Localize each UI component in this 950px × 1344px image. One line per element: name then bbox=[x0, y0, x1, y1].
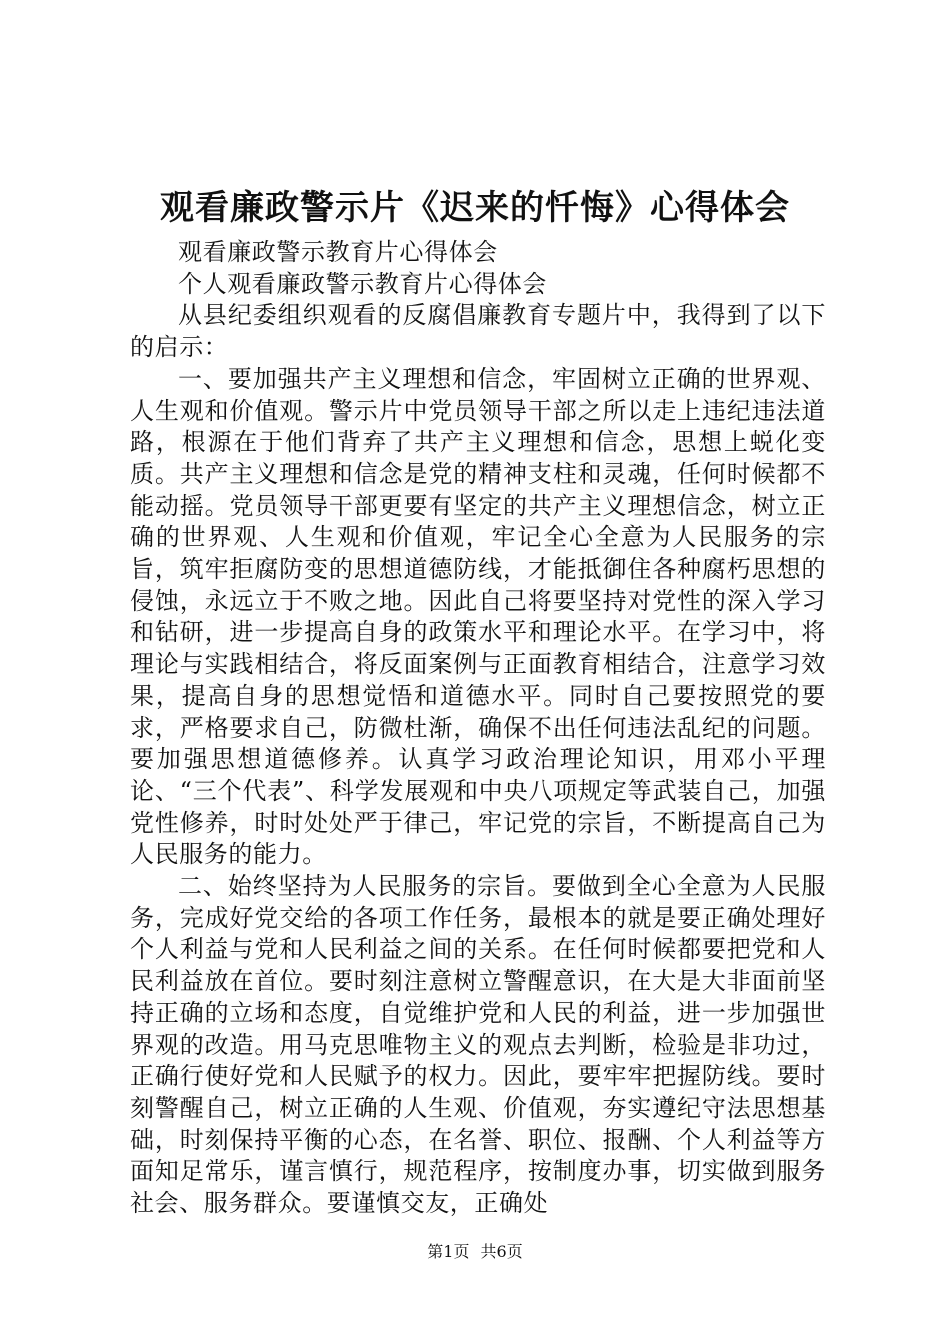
document-body bbox=[130, 237, 826, 1220]
paragraph-subtitle-2: 个人观看廉政警示教育片心得体会 bbox=[178, 269, 547, 298]
page-total: 共6页 bbox=[480, 1242, 523, 1261]
paragraph-intro: 从县纪委组织观看的反腐倡廉教育专题片中，我得到了以下的启示： bbox=[130, 301, 826, 362]
paragraph-point-1: 一、要加强共产主义理想和信念，牢固树立正确的世界观、人生观和价值观。警示片中党员领导干部之所以走上违纪违法道路，根源在于他们背弃了共产主义理想和信念，思想上蜕化变质。共产主义理想和信念是党的精神支柱和灵魂，任何时候都不能动摇。党员领导干部更要有坚定的共产主义理想信念，树立正确的世界观、人生观和价值观，牢记全心全意为人民服务的宗旨，筑牢拒腐防变的思想道德防线，才能抵御住各种腐朽思想的侵蚀，永远立于不败之地。因此自己将要坚持对党性的深入学习和钻研，进一步提高自身的政策水平和理论水平。在学习中，将理论与实践相结合，将反面案例与正面教育相结合，注意学习效果，提高自身的思想觉悟和道德水平。同时自己要按照党的要求，严格要求自己，防微杜渐，确保不出任何违法乱纪的问题。要加强思想道德修养。认真学习政治理论知识，用邓小平理论、“三个代表”、科学发展观和中央八项规定等武装自己，加强党性修养，时时处处严于律己，牢记党的宗旨，不断提高自己为人民服务的能力。 bbox=[130, 364, 826, 869]
page-number: 第1页 bbox=[427, 1242, 470, 1261]
page-footer bbox=[0, 1240, 950, 1264]
paragraph-subtitle-1: 观看廉政警示教育片心得体会 bbox=[178, 238, 498, 266]
paragraph-point-2: 二、始终坚持为人民服务的宗旨。要做到全心全意为人民服务，完成好党交给的各项工作任务，最根本的就是要正确处理好个人利益与党和人民利益之间的关系。在任何时候都要把党和人民利益放在首位。要时刻注意树立警醒意识，在大是大非面前坚持正确的立场和态度，自觉维护党和人民的利益，进一步加强世界观的改造。用马克思唯物主义的观点去判断，检验是非功过，正确行使好党和人民赋予的权力。因此，要牢牢把握防线。要时刻警醒自己，树立正确的人生观、价值观，夯实遵纪守法思想基础，时刻保持平衡的心态，在名誉、职位、报酬、个人利益等方面知足常乐，谨言慎行，规范程序，按制度办事，切实做到服务社会、服务群众。要谨慎交友，正确处 bbox=[130, 872, 826, 1218]
document-title: 观看廉政警示片《迟来的忏悔》心得体会 bbox=[160, 188, 790, 228]
